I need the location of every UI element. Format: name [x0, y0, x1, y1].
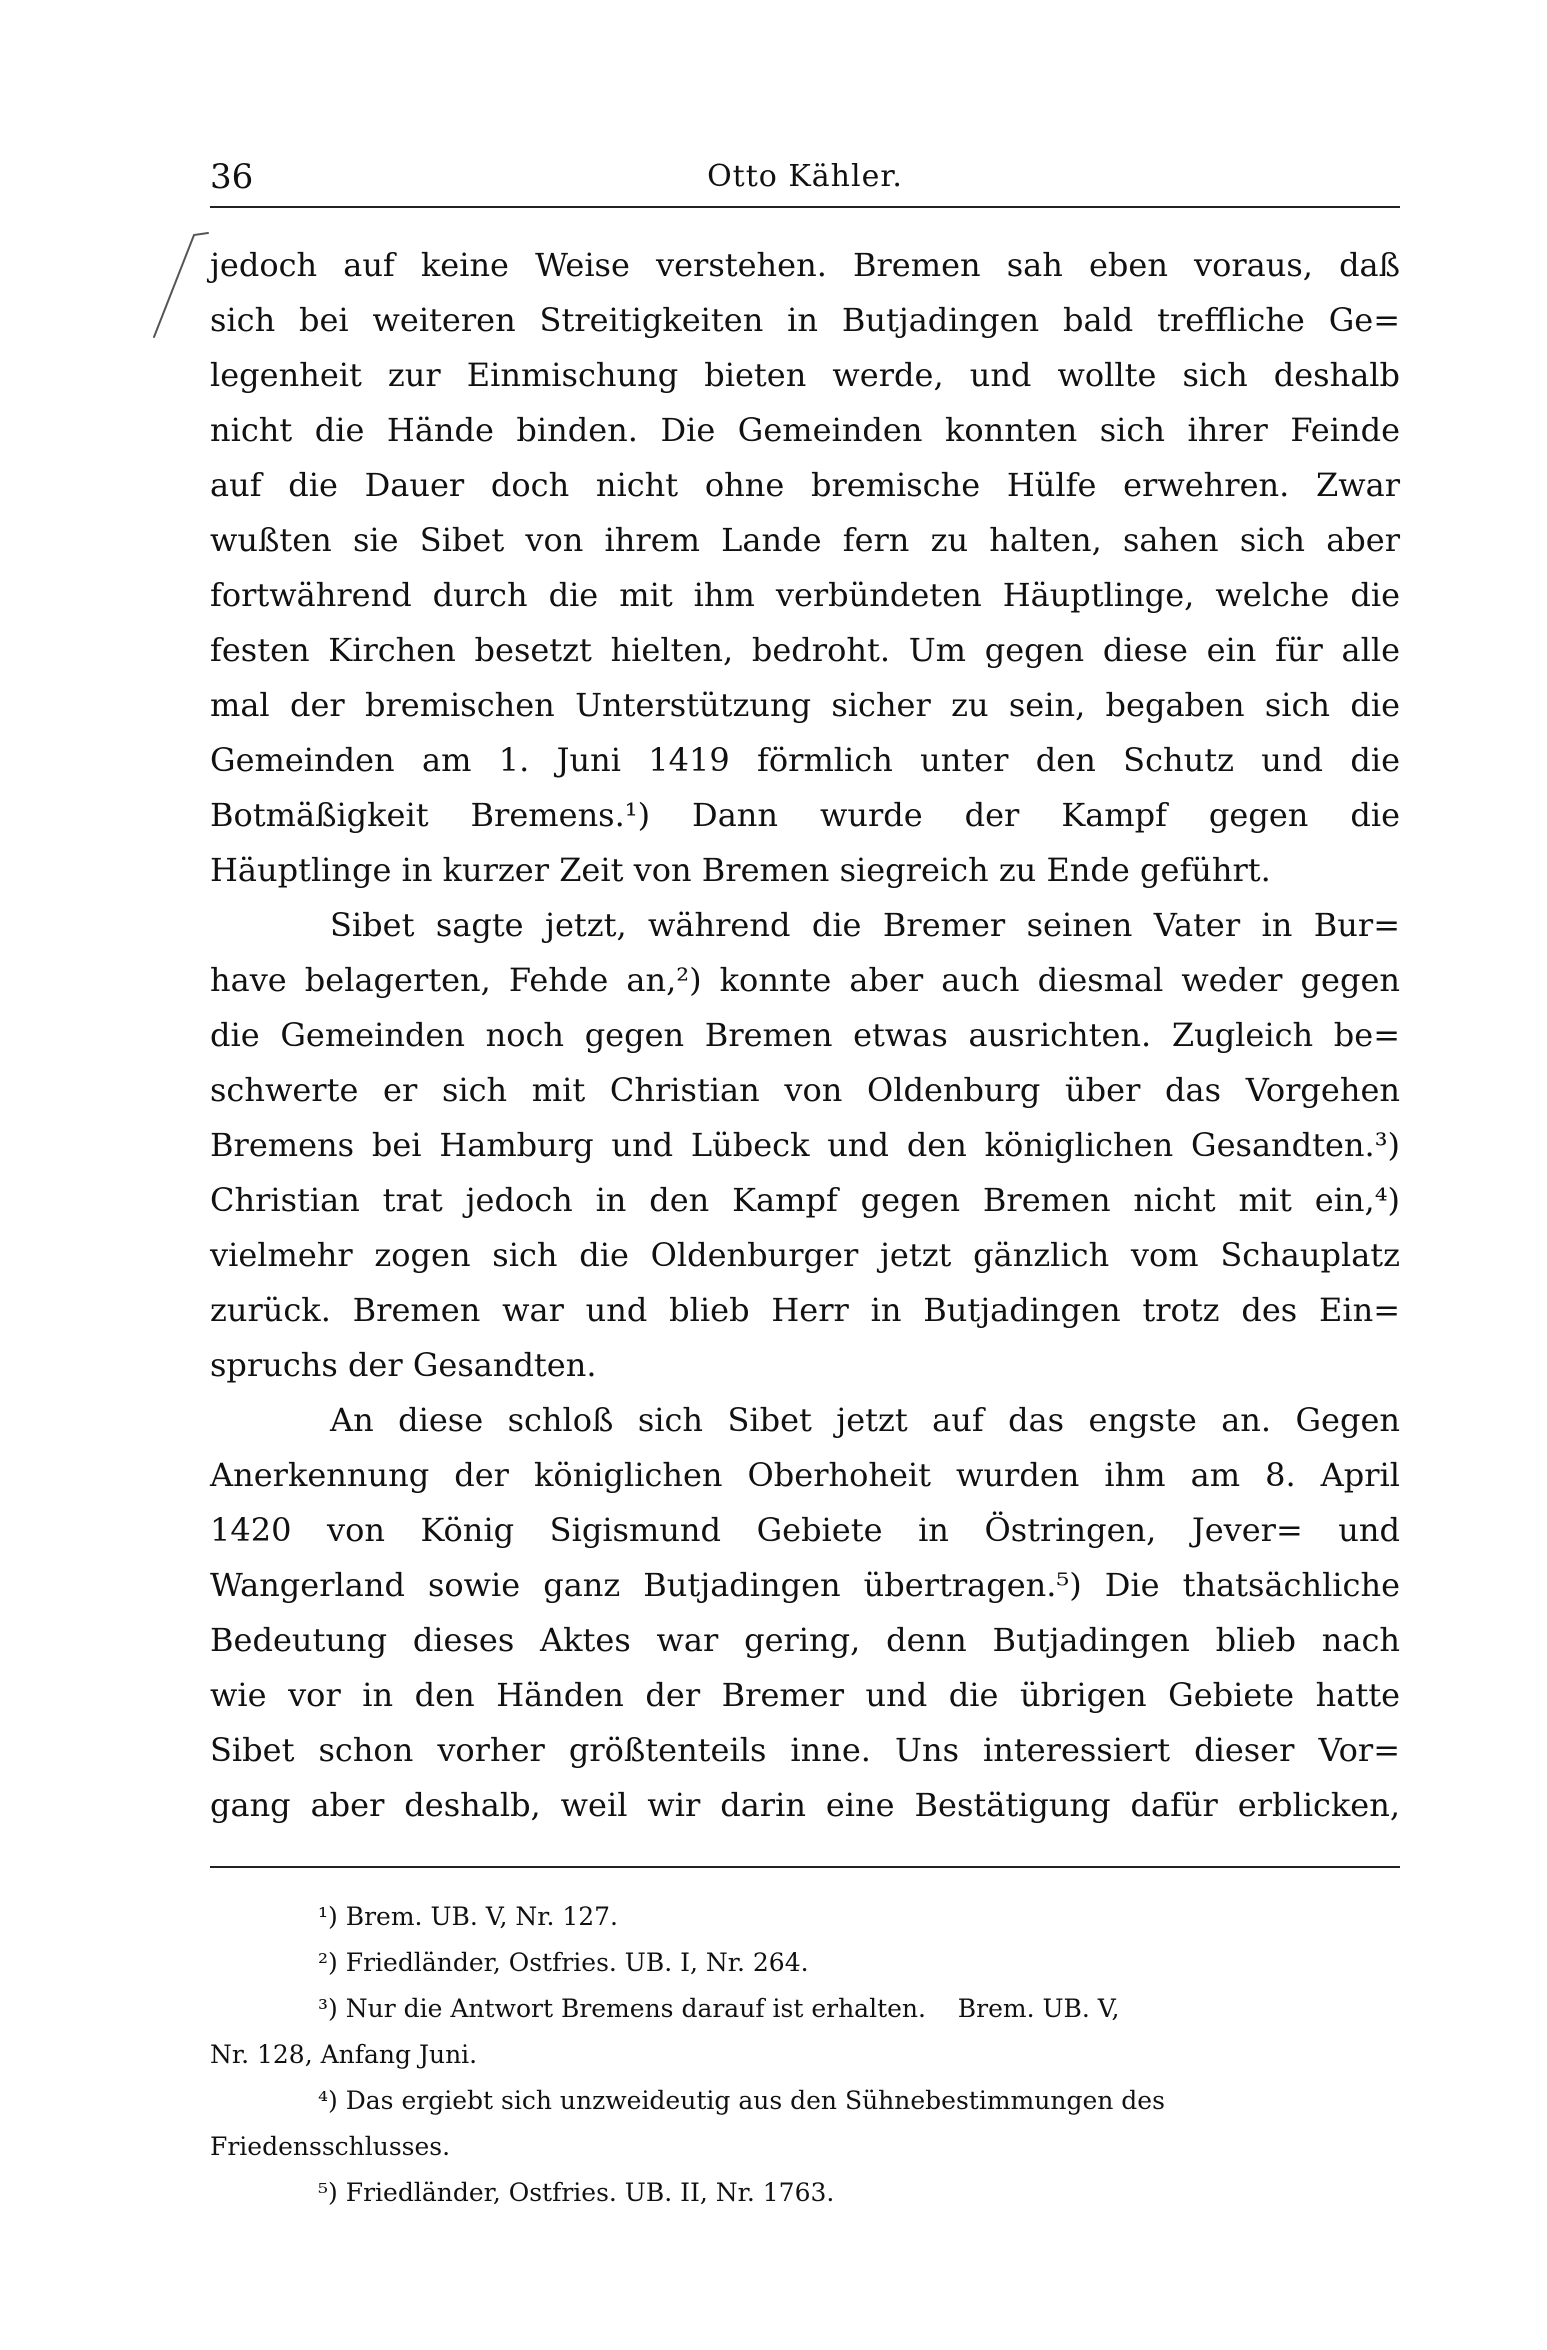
text-line: die Gemeinden noch gegen Bremen etwas ausrichten. Zugleich be= [210, 1016, 1400, 1054]
footnote-line [210, 1986, 1400, 2032]
text-line: gang aber deshalb, weil wir darin eine Bestätigung dafür erblicken, [210, 1786, 1400, 1824]
text-line: An diese schloß sich Sibet jetzt auf das engste an. Gegen [330, 1401, 1400, 1439]
text-line: have belagerten, Fehde an,²) konnte aber auch diesmal weder gegen [210, 961, 1400, 999]
footnote-line [210, 2170, 1400, 2216]
text-line: wie vor in den Händen der Bremer und die übrigen Gebiete hatte [210, 1676, 1400, 1714]
text-line: Anerkennung der königlichen Oberhoheit wurden ihm am 8. April [210, 1456, 1400, 1494]
running-title: Otto Kähler. [707, 159, 903, 194]
footnote-marker: ⁴) [318, 2086, 338, 2115]
footnote [210, 1894, 1400, 1940]
footnote-text: Brem. UB. V, Nr. 127. [345, 1902, 618, 1931]
footnote-marker: ⁵) [318, 2178, 338, 2207]
text-line: sich bei weiteren Streitigkeiten in Butjadingen bald treffliche Ge= [210, 301, 1400, 339]
text-line: Gemeinden am 1. Juni 1419 förmlich unter den Schutz und die [210, 741, 1400, 779]
text-line: fortwährend durch die mit ihm verbündeten Häuptlinge, welche die [210, 576, 1400, 614]
text-line: spruchs der Gesandten. [210, 1346, 597, 1384]
footnote-text: Nur die Antwort Bremens darauf ist erhalten. Brem. UB. V, [345, 1994, 1120, 2023]
footnote [210, 2170, 1400, 2216]
text-line: nicht die Hände binden. Die Gemeinden konnten sich ihrer Feinde [210, 411, 1400, 449]
text-line: Häuptlinge in kurzer Zeit von Bremen siegreich zu Ende geführt. [210, 851, 1271, 889]
text-line: auf die Dauer doch nicht ohne bremische Hülfe erwehren. Zwar [210, 466, 1400, 504]
text-line: wußten sie Sibet von ihrem Lande fern zu halten, sahen sich aber [210, 521, 1400, 559]
footnote-text: Friedländer, Ostfries. UB. I, Nr. 264. [345, 1948, 809, 1977]
footnote-marker: ²) [318, 1948, 338, 1977]
text-line: Bedeutung dieses Aktes war gering, denn Butjadingen blieb nach [210, 1621, 1400, 1659]
footnote-rule [210, 1866, 1400, 1868]
footnotes [210, 1894, 1400, 2216]
text-line: schwerte er sich mit Christian von Oldenburg über das Vorgehen [210, 1071, 1400, 1109]
footnote [210, 1986, 1400, 2078]
running-head [210, 150, 1400, 204]
footnote-marker: ³) [318, 1994, 338, 2023]
text-line: Sibet sagte jetzt, während die Bremer seinen Vater in Bur= [330, 906, 1400, 944]
text-line: legenheit zur Einmischung bieten werde, und wollte sich deshalb [210, 356, 1400, 394]
footnote-line [210, 2078, 1400, 2124]
pencil-mark [150, 215, 210, 345]
footnote [210, 2078, 1400, 2170]
footnote-line: Nr. 128, Anfang Juni. [210, 2040, 478, 2069]
footnote-line [210, 1940, 1400, 1986]
text-line: Botmäßigkeit Bremens.¹) Dann wurde der Kampf gegen die [210, 796, 1400, 834]
footnote-line [210, 1894, 1400, 1940]
text-line: jedoch auf keine Weise verstehen. Bremen sah eben voraus, daß [210, 246, 1400, 284]
text-line: vielmehr zogen sich die Oldenburger jetzt gänzlich vom Schauplatz [210, 1236, 1400, 1274]
text-line: Sibet schon vorher größtenteils inne. Uns interessiert dieser Vor= [210, 1731, 1400, 1769]
text-line: Christian trat jedoch in den Kampf gegen Bremen nicht mit ein,⁴) [210, 1181, 1400, 1219]
footnote-line: Friedensschlusses. [210, 2132, 451, 2161]
footnote-marker: ¹) [318, 1902, 338, 1931]
footnote [210, 1940, 1400, 1986]
text-line: 1420 von König Sigismund Gebiete in Östringen, Jever= und [210, 1511, 1400, 1549]
body-text [210, 238, 1400, 1833]
text-line: Wangerland sowie ganz Butjadingen übertragen.⁵) Die thatsächliche [210, 1566, 1400, 1604]
page-number: 36 [210, 157, 254, 197]
text-line: Bremens bei Hamburg und Lübeck und den königlichen Gesandten.³) [210, 1126, 1400, 1164]
text-line: zurück. Bremen war und blieb Herr in Butjadingen trotz des Ein= [210, 1291, 1400, 1329]
text-line: mal der bremischen Unterstützung sicher zu sein, begaben sich die [210, 686, 1400, 724]
header-rule [210, 206, 1400, 208]
text-line: festen Kirchen besetzt hielten, bedroht. Um gegen diese ein für alle [210, 631, 1400, 669]
footnote-text: Das ergiebt sich unzweideutig aus den Sühnebestimmungen des [345, 2086, 1165, 2115]
footnote-text: Friedländer, Ostfries. UB. II, Nr. 1763. [345, 2178, 835, 2207]
